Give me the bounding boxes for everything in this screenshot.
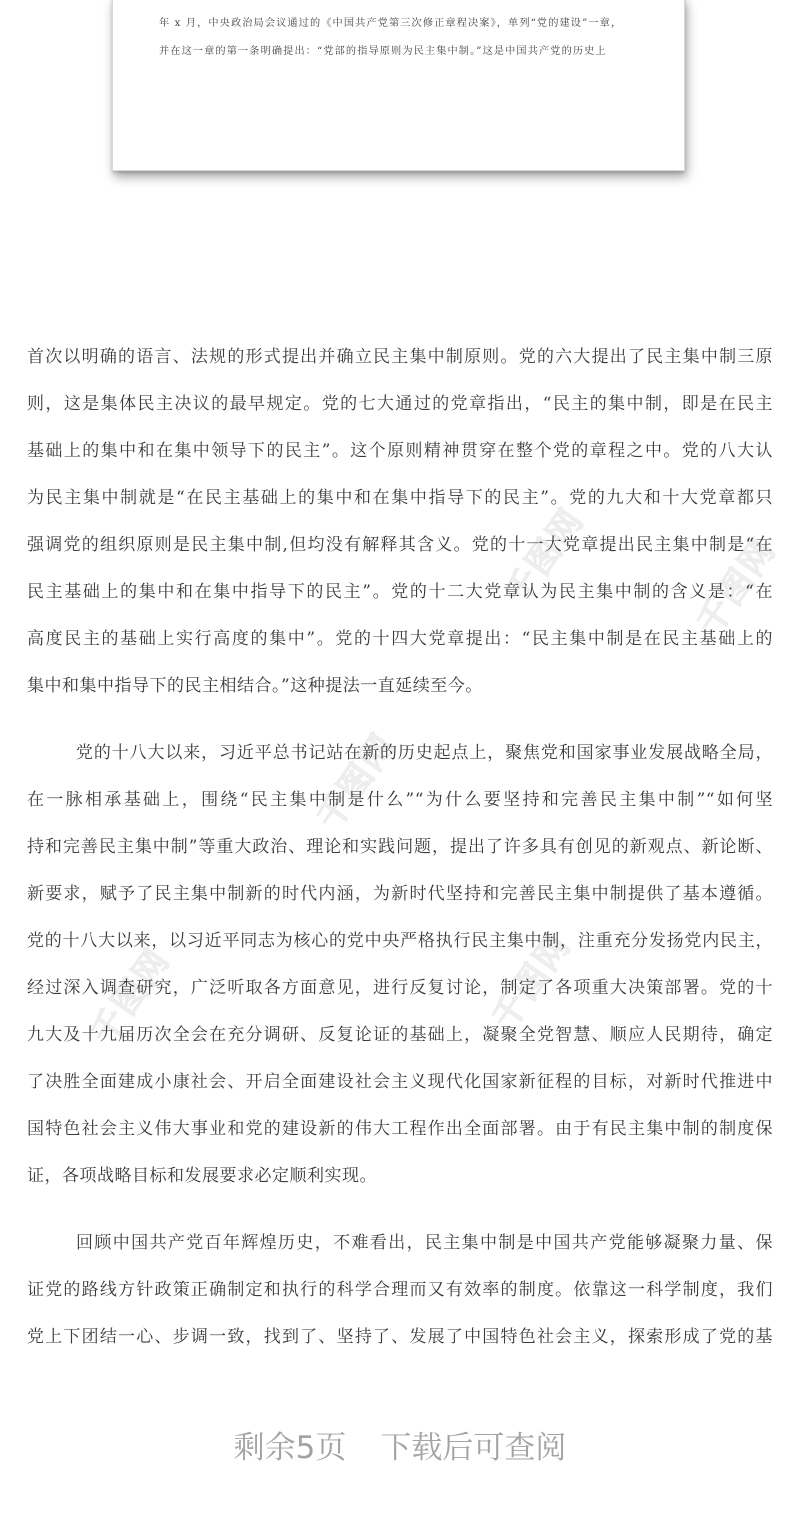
download-hint-label: 下载后可查阅 — [380, 1430, 567, 1466]
preview-line: 年 x 月，中央政治局会议通过的《中国共产党第三次修正章程决案》，单列“党的建设”一章， — [159, 18, 623, 29]
text-line: 了决胜全面建成小康社会、开启全面建设社会主义现代化国家新征程的目标，对新时代推进中 — [27, 1072, 773, 1092]
text-line: 基础上的集中和在集中领导下的民主”。这个原则精神贯穿在整个党的章程之中。党的八大认 — [27, 441, 773, 461]
text-line: 持和完善民主集中制”等重大政治、理论和实践问题，提出了许多具有创见的新观点、新论断、 — [27, 837, 773, 857]
text-line: 证党的路线方针政策正确制定和执行的科学合理而又有效率的制度。依靠这一科学制度，我们 — [27, 1280, 773, 1300]
download-to-read-more[interactable] — [0, 1422, 800, 1467]
text-line: 集中和集中指导下的民主相结合。”这种提法一直延续至今。 — [27, 676, 483, 696]
text-line: 党的十八大以来，以习近平同志为核心的党中央严格执行民主集中制，注重充分发扬党内民主， — [27, 931, 773, 951]
watermark: 千图网 — [689, 530, 785, 643]
text-line: 回顾中国共产党百年辉煌历史，不难看出，民主集中制是中国共产党能够凝聚力量、保 — [76, 1233, 773, 1253]
text-line: 为民主集中制就是“在民主基础上的集中和在集中指导下的民主”。党的九大和十大党章都只 — [27, 488, 773, 508]
text-line: 强调党的组织原则是民主集中制,但均没有解释其含义。党的十一大党章提出民主集中制是“在 — [27, 535, 773, 555]
text-line: 证，各项战略目标和发展要求必定顺利实现。 — [27, 1166, 377, 1186]
text-line: 九大及十九届历次全会在充分调研、反复论证的基础上，凝聚全党智慧、顺应人民期待，确定 — [27, 1025, 773, 1045]
watermark: 千图网 — [484, 925, 580, 1038]
preview-line: 并在这一章的第一条明确提出：“党部的指导原则为民主集中制。”这是中国共产党的历史上 — [159, 46, 607, 57]
text-line: 新要求，赋予了民主集中制新的时代内涵，为新时代坚持和完善民主集中制提供了基本遵循。 — [27, 884, 773, 904]
text-line: 经过深入调查研究，广泛听取各方面意见，进行反复讨论，制定了各项重大决策部署。党的十 — [27, 978, 773, 998]
text-line: 则，这是集体民主决议的最早规定。党的七大通过的党章指出，“民主的集中制，即是在民主 — [27, 394, 773, 414]
text-line: 国特色社会主义伟大事业和党的建设新的伟大工程作出全面部署。由于有民主集中制的制度保 — [27, 1119, 773, 1139]
text-line: 党的十八大以来，习近平总书记站在新的历史起点上，聚焦党和国家事业发展战略全局， — [76, 743, 773, 763]
page-preview-card — [112, 0, 685, 171]
watermark: 千图网 — [497, 500, 593, 613]
watermark: 千图网 — [83, 940, 179, 1053]
text-line: 高度民主的基础上实行高度的集中”。党的十四大党章提出：“民主集中制是在民主基础上的 — [27, 629, 773, 649]
text-line: 党上下团结一心、步调一致，找到了、坚持了、发展了中国特色社会主义，探索形成了党的基 — [27, 1327, 773, 1347]
text-line: 首次以明确的语言、法规的形式提出并确立民主集中制原则。党的六大提出了民主集中制三原 — [27, 347, 773, 367]
text-line: 在一脉相承基础上，围绕“民主集中制是什么”“为什么要坚持和完善民主集中制”“如何坚 — [27, 790, 773, 810]
watermark: 千图网 — [309, 725, 405, 838]
remaining-pages-label: 剩余5页 — [233, 1430, 347, 1466]
text-line: 民主基础上的集中和在集中指导下的民主”。党的十二大党章认为民主集中制的含义是：“在 — [27, 582, 773, 602]
